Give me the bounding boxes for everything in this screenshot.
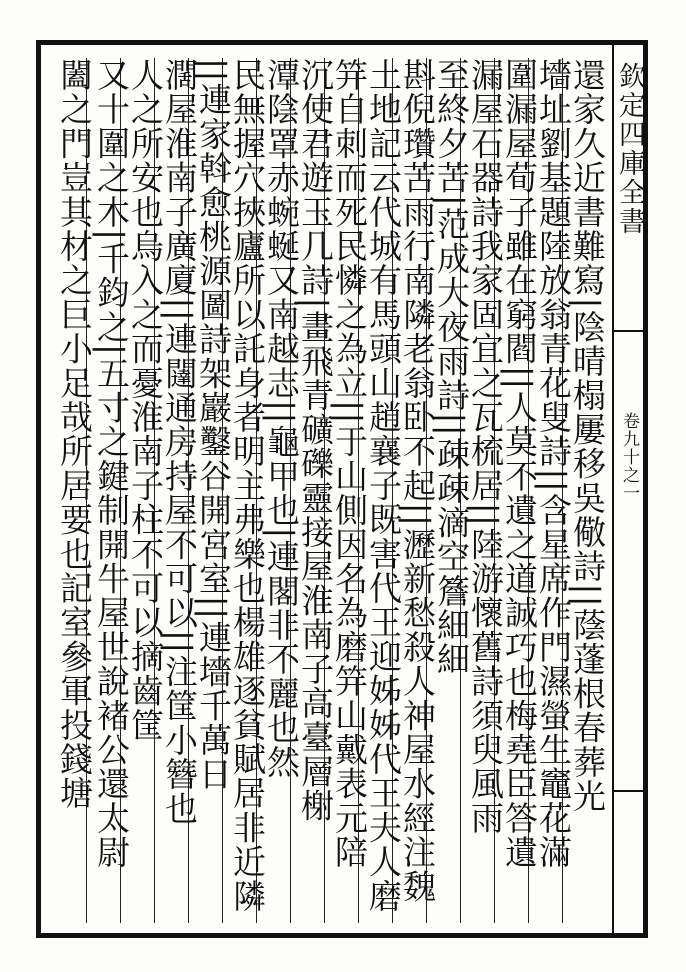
column-text: 人之所安也烏入之而憂淮南子柱不可以摘齒筐 bbox=[126, 58, 165, 742]
column-text: ||連家斡愈桃源圖詩架巖鑿谷開宮室||連墻千萬日 bbox=[194, 58, 233, 792]
column-text: 斟倪瓚苦雨行南隣老翁卧不起||瀝新愁殺人神屋水經注魏 bbox=[398, 58, 437, 904]
column-text: 濶屋淮南子廣廈||連闥通房持屋不可以||注筐小簪也 bbox=[160, 58, 199, 826]
text-column bbox=[50, 58, 98, 923]
column-text: 又十圍之木|千鈞之|五寸之鍵制開牛屋世說褚公還太尉 bbox=[92, 58, 131, 870]
column-text: 闔之門豈其材之巨小足哉所居要也記室參軍投錢塘 bbox=[55, 58, 94, 811]
column-text: 墻址劉基題陸放翁青花叟詩||含星席作門濕螢生竈花滿 bbox=[534, 58, 573, 870]
column-text: 民無握穴挾廬所以託身者明主弗樂也楊雄逐貧賦居非近隣 bbox=[228, 58, 267, 913]
column-text: 潭陰罩赤蜿蜒又南越志||龜甲也|連閣非不麗也然 bbox=[262, 58, 301, 779]
column-text: 笄自刺而死民憐之為立||于山側因名為磨笄山戴表元陪 bbox=[330, 58, 369, 870]
column-text: 圍漏屋荀子雖在窮閻||人莫不遺之道誠巧也梅堯臣答遺 bbox=[500, 58, 539, 870]
column-text: 沉使君遊玉几詩|畫飛青礦礫靈接屋淮南子高臺層榭 bbox=[296, 58, 335, 823]
margin-divider-bottom bbox=[612, 790, 648, 792]
margin-divider-top bbox=[612, 330, 648, 332]
column-text: 還家久近書難寫|陰晴榻屢移吳儆詩||蔭蓬根春葬光 bbox=[568, 58, 607, 814]
column-text: 漏屋石器詩我家固宜之瓦梳居||陸游懷舊詩須臾風雨 bbox=[466, 58, 505, 836]
column-text: 至終夕苦|范成大夜雨詩||疎疎滴空簷細細 bbox=[432, 58, 471, 677]
column-text: 土地記云代城有馬頭山趙襄子既害代王迎姊姊代王夫人磨 bbox=[364, 58, 403, 913]
book-title: 欽定四庫全書 bbox=[614, 62, 645, 236]
volume-label: 卷九十之一 bbox=[619, 412, 639, 502]
